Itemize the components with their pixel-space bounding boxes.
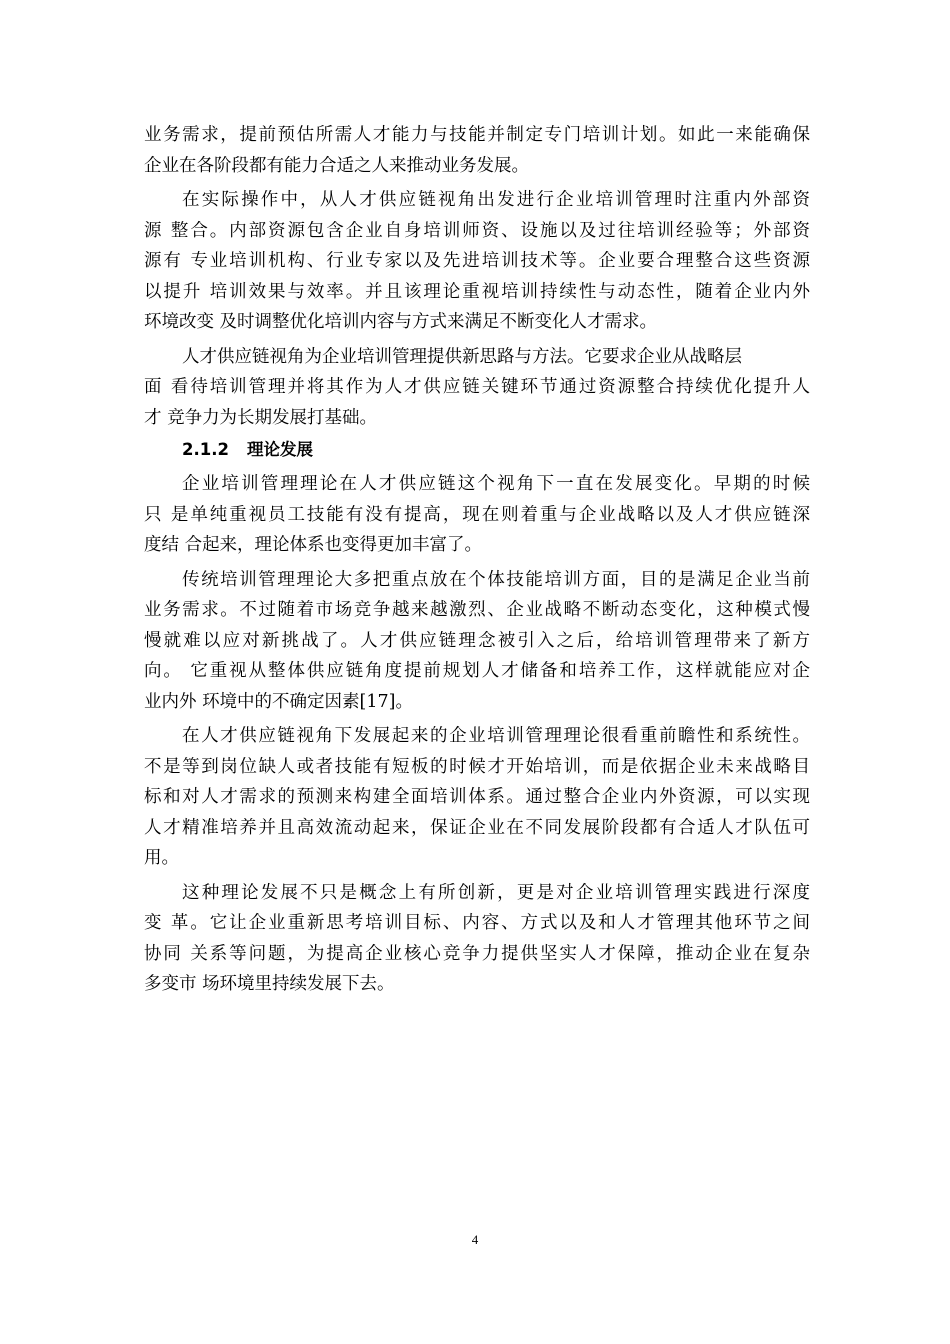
text-line: 慢就难以应对新挑战了。人才供应链理念被引入之后，给培训管理带来了新方 [144, 630, 810, 651]
document-body [144, 120, 810, 1000]
paragraph [144, 565, 810, 718]
text-line: 业务需求，提前预估所需人才能力与技能并制定专门培训计划。如此一来能确保 [144, 125, 810, 145]
text-line: 只 是单纯重视员工技能有没有提高，现在则着重与企业战略以及人才供应链深 [144, 504, 810, 525]
text-line: 源有 专业培训机构、行业专家以及先进培训技术等。企业要合理整合这些资源 [144, 251, 810, 271]
text-line: 变 革。它让企业重新思考培训目标、内容、方式以及和人才管理其他环节之间 [144, 913, 810, 933]
section-number: 2.1.2 [182, 440, 229, 459]
text-line: 面 看待培训管理并将其作为人才供应链关键环节通过资源整合持续优化提升人 [144, 377, 810, 397]
paragraph [144, 185, 810, 338]
text-line: 环境改变 及时调整优化培训内容与方式来满足不断变化人才需求。 [144, 312, 658, 332]
text-line: 业内外 环境中的不确定因素[17]。 [144, 691, 413, 712]
text-line: 标和对人才需求的预测来构建全面培训体系。通过整合企业内外资源，可以实现 [144, 787, 810, 807]
page-number: 4 [471, 1232, 479, 1247]
text-line: 企业在各阶段都有能力合适之人来推动业务发展。 [144, 155, 529, 176]
text-line: 以提升 培训效果与效率。并且该理论重视培训持续性与动态性，随着企业内外 [144, 281, 810, 302]
paragraph [144, 878, 810, 1000]
text-line: 在人才供应链视角下发展起来的企业培训管理理论很看重前瞻性和系统性。 [182, 726, 810, 746]
section-heading [144, 435, 810, 465]
text-line: 多变市 场环境里持续发展下去。 [144, 974, 395, 994]
text-line: 人才精准培养并且高效流动起来，保证企业在不同发展阶段都有合适人才队伍可 [144, 817, 810, 838]
text-line: 在实际操作中，从人才供应链视角出发进行企业培训管理时注重内外部资 [182, 190, 810, 210]
text-line: 传统培训管理理论大多把重点放在个体技能培训方面，目的是满足企业当前 [182, 569, 810, 590]
text-line: 业务需求。不过随着市场竞争越来越激烈、企业战略不断动态变化，这种模式慢 [144, 600, 810, 620]
text-line: 人才供应链视角为企业培训管理提供新思路与方法。它要求企业从战略层 [182, 346, 742, 367]
paragraph [144, 342, 810, 434]
section-title: 理论发展 [246, 440, 313, 459]
text-line: 不是等到岗位缺人或者技能有短板的时候才开始培训，而是依据企业未来战略目 [144, 756, 810, 777]
text-line: 向。 它重视从整体供应链角度提前规划人才储备和培养工作，这样就能应对企 [144, 661, 810, 681]
text-line: 源 整合。内部资源包含企业自身培训师资、设施以及过往培训经验等；外部资 [144, 220, 810, 241]
text-line: 这种理论发展不只是概念上有所创新，更是对企业培训管理实践进行深度 [182, 882, 810, 903]
text-line: 度结 合起来，理论体系也变得更加丰富了。 [144, 535, 483, 555]
text-line: 协同 关系等问题，为提高企业核心竞争力提供坚实人才保障，推动企业在复杂 [144, 943, 810, 964]
text-line: 企业培训管理理论在人才供应链这个视角下一直在发展变化。早期的时候 [182, 474, 810, 494]
text-line: 才 竞争力为长期发展打基础。 [144, 407, 378, 428]
text-line: 用。 [144, 848, 179, 868]
paragraph [144, 469, 810, 561]
paragraph [144, 120, 810, 181]
paragraph [144, 721, 810, 874]
